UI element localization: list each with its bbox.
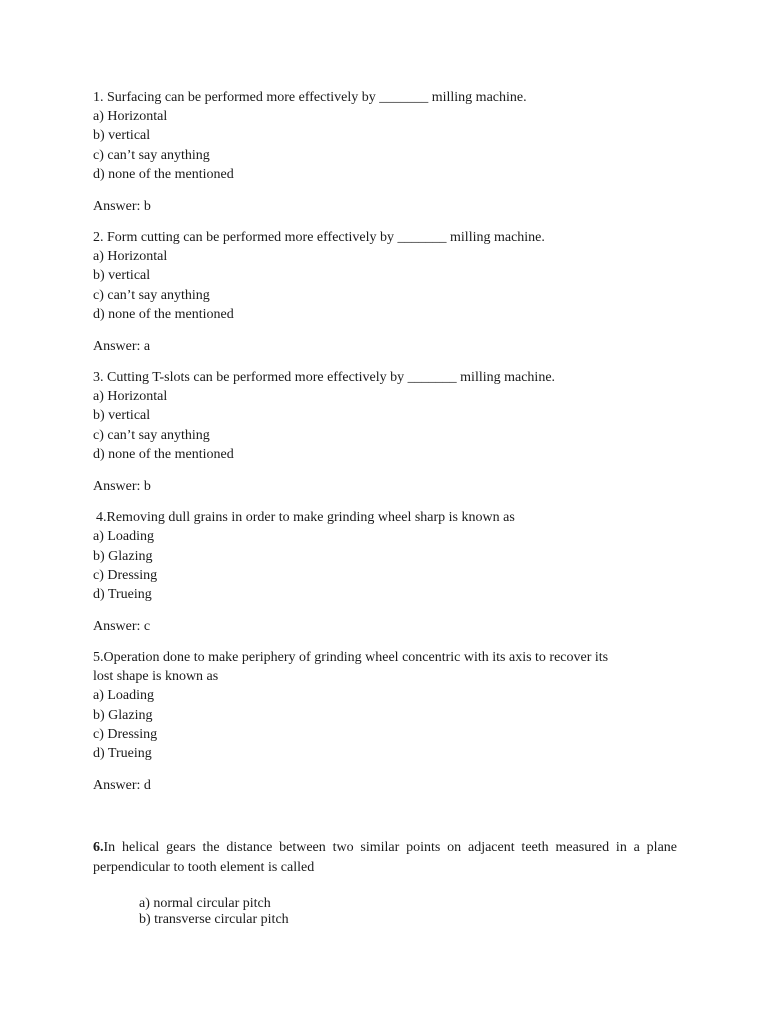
question-6-option-a: a) normal circular pitch [139,896,271,911]
question-3-answer: Answer: b [93,479,151,494]
question-3-text: 3. Cutting T-slots can be performed more effectively by _______ milling machine. [93,370,556,385]
question-5-option-a: a) Loading [93,688,155,703]
question-1-option-d: d) none of the mentioned [93,167,234,182]
question-2-option-d: d) none of the mentioned [93,307,234,322]
question-6-body: In helical gears the distance between two similar points on adjacent teeth measured in a plane perpendicular to tooth element is called [93,840,677,875]
question-5-option-c: c) Dressing [93,727,158,742]
question-2-text: 2. Form cutting can be performed more effectively by _______ milling machine. [93,230,545,245]
question-1-option-b: b) vertical [93,128,151,143]
question-2-option-b: b) vertical [93,268,151,283]
question-5-option-b: b) Glazing [93,708,153,723]
question-3-option-a: a) Horizontal [93,389,168,404]
question-6-option-b: b) transverse circular pitch [139,912,289,927]
question-2-answer: Answer: a [93,339,151,354]
question-5-text-line-2: lost shape is known as [93,669,219,684]
question-3-option-d: d) none of the mentioned [93,447,234,462]
question-4-text: 4.Removing dull grains in order to make grinding wheel sharp is known as [96,510,515,525]
question-1-text: 1. Surfacing can be performed more effectively by _______ milling machine. [93,90,527,105]
question-4-option-a: a) Loading [93,529,155,544]
question-5-option-d: d) Trueing [93,746,152,761]
question-3-option-c: c) can’t say anything [93,428,210,443]
question-4-answer: Answer: c [93,619,151,634]
question-6-number: 6. [93,840,104,855]
question-1-option-c: c) can’t say anything [93,148,210,163]
question-5-text-line-1: 5.Operation done to make periphery of grinding wheel concentric with its axis to recover its [93,650,609,665]
question-4-option-b: b) Glazing [93,549,153,564]
question-1-option-a: a) Horizontal [93,109,168,124]
question-2-option-a: a) Horizontal [93,249,168,264]
question-6-text [93,838,677,877]
question-4-option-c: c) Dressing [93,568,158,583]
question-1-answer: Answer: b [93,199,151,214]
question-5-answer: Answer: d [93,778,151,793]
question-3-option-b: b) vertical [93,408,151,423]
question-2-option-c: c) can’t say anything [93,288,210,303]
question-4-option-d: d) Trueing [93,587,152,602]
